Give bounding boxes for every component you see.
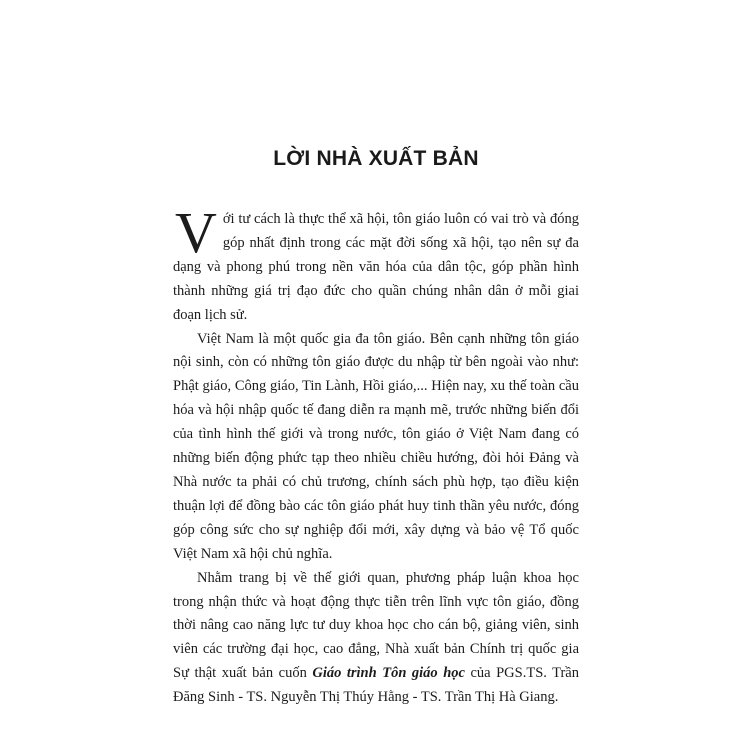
paragraph-3-text-after: của PGS.TS. Trần Đăng Sinh - TS. Nguyễn Thị Thúy Hằng - TS. Trần Thị Hà Giang. <box>173 665 579 706</box>
book-title: Giáo trình Tôn giáo học <box>312 665 465 682</box>
paragraph-2: Việt Nam là một quốc gia đa tôn giáo. Bên cạnh những tôn giáo nội sinh, còn có những tôn giáo được du nhập từ bên ngoài vào như: Phật giáo, Công giáo, Tin Lành, Hồi giáo,... Hiện nay, xu thế toàn cầu hóa và hội nhập quốc tế đang diễn ra mạnh mẽ, trước những biến đổi của tình hình thế giới và trong nước, tôn giáo ở Việt Nam đang có những biến động phức tạp theo nhiều chiều hướng, đòi hỏi Đảng và Nhà nước ta phải có chủ trương, chính sách phù hợp, tạo điều kiện thuận lợi để đồng bào các tôn giáo phát huy tinh thần yêu nước, đóng góp công sức cho sự nghiệp đổi mới, xây dựng và bảo vệ Tổ quốc Việt Nam xã hội chủ nghĩa. <box>173 330 579 562</box>
drop-cap: V <box>175 200 217 265</box>
page-title: LỜI NHÀ XUẤT BẢN <box>273 147 479 170</box>
document-body <box>173 200 579 710</box>
paragraph-3 <box>173 567 579 710</box>
paragraph-1-text: ới tư cách là thực thể xã hội, tôn giáo luôn có vai trò và đóng góp nhất định trong các mặt đời sống xã hội, tạo nên sự đa dạng và phong phú trong nền văn hóa của dân tộc, góp phần hình thành những giá trị đạo đức cho quần chúng nhân dân ở mỗi giai đoạn lịch sử. <box>173 211 579 323</box>
paragraph-3-text-before: Nhằm trang bị về thế giới quan, phương pháp luận khoa học trong nhận thức và hoạt động thực tiễn trên lĩnh vực tôn giáo, đồng thời nâng cao năng lực tư duy khoa học cho cán bộ, giảng viên, sinh viên các trường đại học, cao đẳng, Nhà xuất bản Chính trị quốc gia Sự thật xuất bản cuốn <box>173 569 579 682</box>
paragraph-1 <box>173 200 579 328</box>
